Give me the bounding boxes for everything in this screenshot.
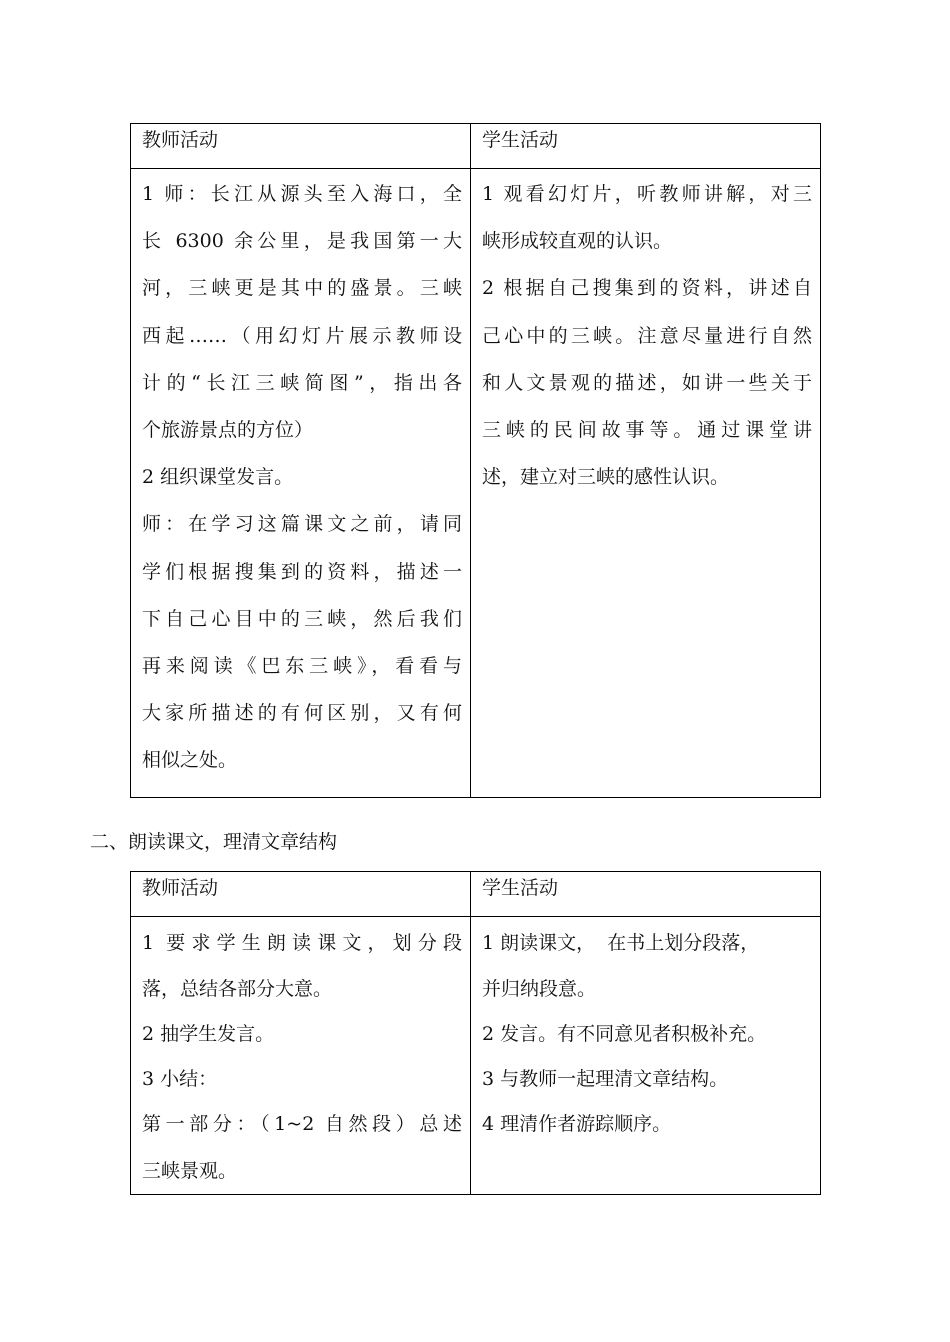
text-line: 3 与教师一起理清文章结构。 (482, 1068, 729, 1090)
text-line: 己心中的三峡。注意尽量进行自然 (482, 324, 812, 347)
header-student-activity: 学生活动 (482, 129, 559, 151)
text-line: 1 师：长江从源头至入海口，全 (142, 183, 462, 205)
table-header-row (131, 872, 820, 917)
table-header-row (131, 124, 820, 169)
header-teacher-activity: 教师活动 (131, 124, 471, 168)
activity-table-2 (130, 871, 821, 1195)
text-line: 和人文景观的描述，如讲一些关于 (482, 371, 812, 394)
text-line: 峡形成较直观的认识。 (482, 230, 673, 253)
text-line: 计的“长江三峡简图”，指出各 (142, 371, 462, 394)
text-line: 1 要求学生朗读课文，划分段 (142, 932, 462, 954)
activity-table-1 (130, 123, 821, 798)
text-line: 三峡的民间故事等。通过课堂讲 (482, 419, 812, 442)
header-teacher-activity: 教师活动 (131, 872, 471, 916)
student-activity-cell (471, 169, 820, 797)
text-line: 长 6300 余公里，是我国第一大 (142, 230, 462, 253)
text-line: 下自己心目中的三峡，然后我们 (142, 607, 462, 630)
text-line: 落，总结各部分大意。 (142, 978, 333, 1000)
text-line: 1 朗读课文， 在书上划分段落， (482, 932, 760, 954)
text-line: 2 组织课堂发言。 (142, 466, 294, 489)
text-line: 述，建立对三峡的感性认识。 (482, 466, 730, 489)
text-line: 4 理清作者游踪顺序。 (482, 1113, 672, 1135)
text-line: 第一部分：（1~2 自然段）总述 (142, 1113, 462, 1135)
text-line: 1 观看幻灯片，听教师讲解，对三 (482, 183, 812, 205)
text-line: 再来阅读《巴东三峡》，看看与 (142, 655, 462, 678)
table-body-row (131, 169, 820, 797)
text-line: 3 小结： (142, 1068, 218, 1090)
text-line: 学们根据搜集到的资料，描述一 (142, 560, 462, 583)
text-line: 河，三峡更是其中的盛景。三峡 (142, 277, 462, 300)
section-heading: 二、朗读课文，理清文章结构 (90, 831, 338, 853)
text-line: 2 发言。有不同意见者积极补充。 (482, 1023, 767, 1045)
text-line: 2 根据自己搜集到的资料，讲述自 (482, 277, 812, 300)
teacher-activity-cell (131, 917, 471, 1194)
text-line: 相似之处。 (142, 749, 238, 772)
table-body-row (131, 917, 820, 1194)
text-line: 并归纳段意。 (482, 978, 597, 1000)
header-student-activity: 学生活动 (482, 877, 559, 899)
text-line: 大家所描述的有何区别，又有何 (142, 702, 462, 725)
student-activity-cell (471, 917, 820, 1194)
text-line: 西起……（用幻灯片展示教师设 (142, 324, 462, 347)
text-line: 个旅游景点的方位） (142, 419, 314, 442)
text-line: 2 抽学生发言。 (142, 1023, 275, 1045)
text-line: 三峡景观。 (142, 1160, 238, 1182)
text-line: 师：在学习这篇课文之前，请同 (142, 513, 462, 536)
teacher-activity-cell (131, 169, 471, 797)
